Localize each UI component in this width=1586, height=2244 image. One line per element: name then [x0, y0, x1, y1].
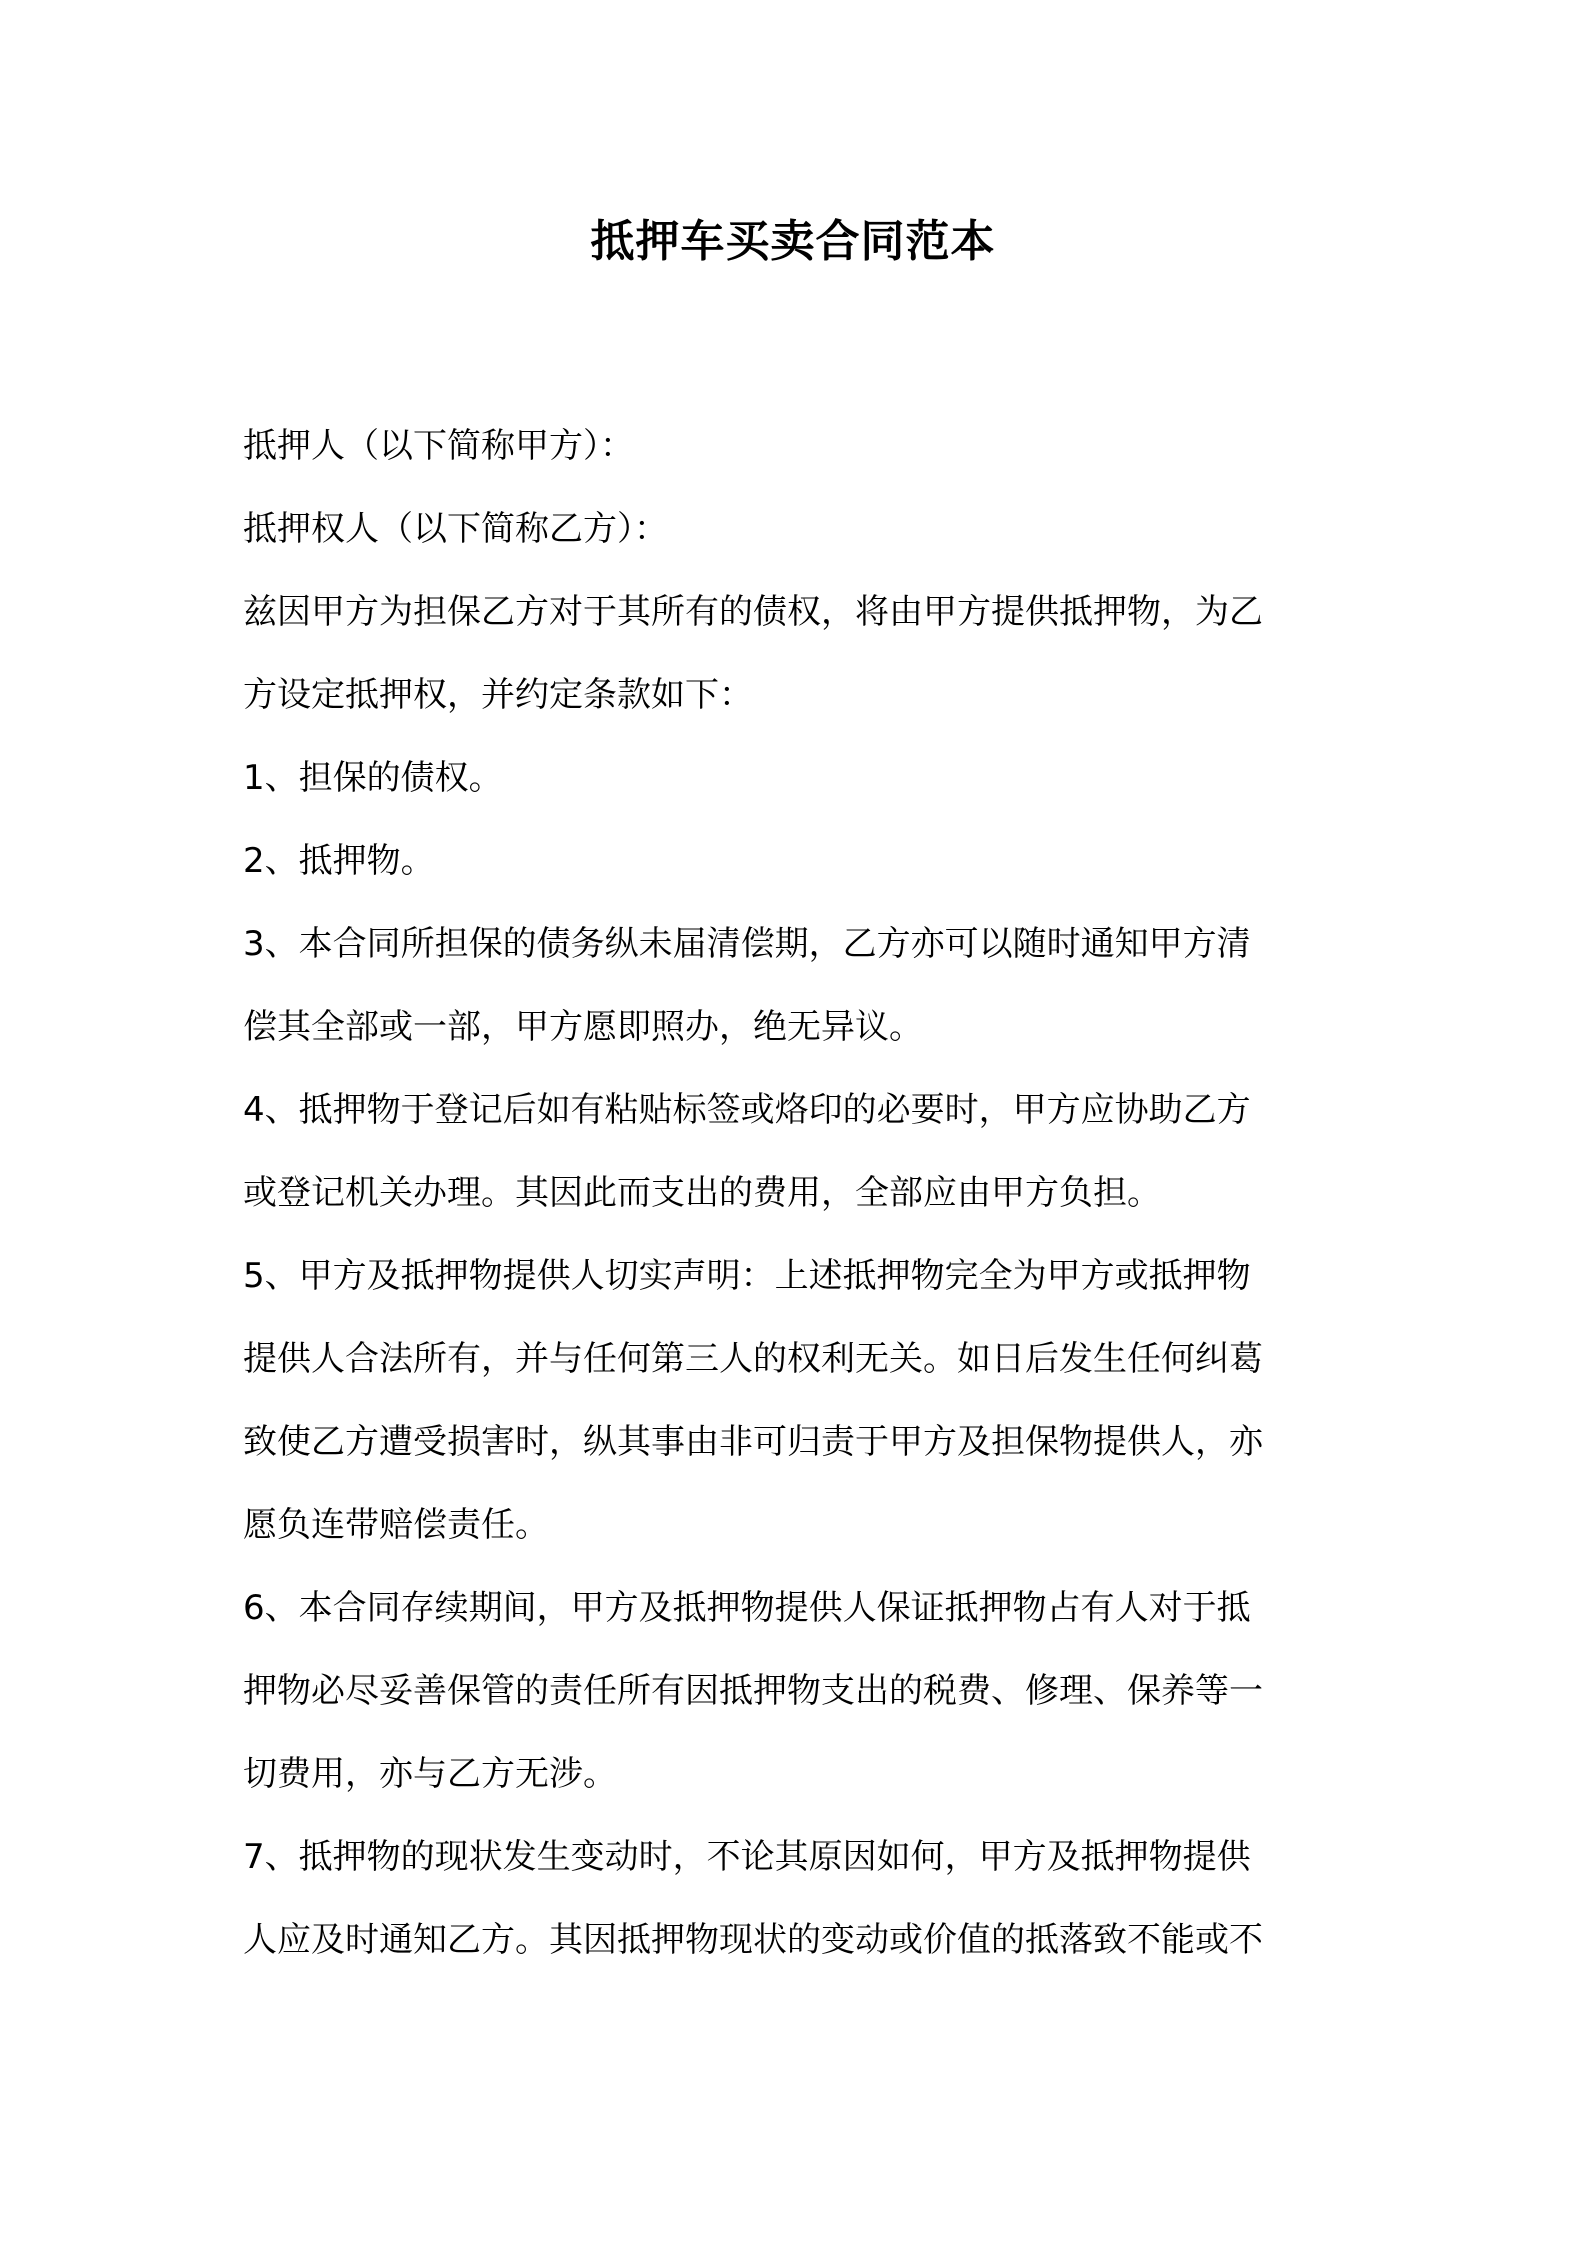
clause-1-line: 1、担保的债权。 [243, 758, 503, 798]
preamble-line: 兹因甲方为担保乙方对于其所有的债权，将由甲方提供抵押物，为乙 [243, 592, 1263, 632]
party-a-line: 抵押人（以下简称甲方）： [243, 426, 634, 466]
preamble-line: 方设定抵押权，并约定条款如下： [243, 675, 753, 715]
clause-6-line: 6、本合同存续期间，甲方及抵押物提供人保证抵押物占有人对于抵 [243, 1588, 1251, 1628]
clause-3-line: 偿其全部或一部，甲方愿即照办，绝无异议。 [243, 1007, 923, 1047]
clause-6-line: 切费用，亦与乙方无涉。 [243, 1754, 617, 1794]
clause-6-line: 押物必尽妥善保管的责任所有因抵押物支出的税费、修理、保养等一 [243, 1671, 1263, 1711]
clause-7-line: 人应及时通知乙方。其因抵押物现状的变动或价值的抵落致不能或不 [243, 1920, 1263, 1960]
clause-5-line: 致使乙方遭受损害时，纵其事由非可归责于甲方及担保物提供人，亦 [243, 1422, 1263, 1462]
clause-5-line: 5、甲方及抵押物提供人切实声明：上述抵押物完全为甲方或抵押物 [243, 1256, 1251, 1296]
clause-2-line: 2、抵押物。 [243, 841, 435, 881]
clause-4-line: 或登记机关办理。其因此而支出的费用，全部应由甲方负担。 [243, 1173, 1161, 1213]
clause-7-line: 7、抵押物的现状发生变动时，不论其原因如何，甲方及抵押物提供 [243, 1837, 1251, 1877]
document-body [243, 405, 1363, 1982]
party-b-line: 抵押权人（以下简称乙方）： [243, 509, 668, 549]
clause-4-line: 4、抵押物于登记后如有粘贴标签或烙印的必要时，甲方应协助乙方 [243, 1090, 1251, 1130]
clause-5-line: 愿负连带赔偿责任。 [243, 1505, 549, 1545]
clause-3-line: 3、本合同所担保的债务纵未届清偿期，乙方亦可以随时通知甲方清 [243, 924, 1251, 964]
document-title: 抵押车买卖合同范本 [590, 216, 996, 267]
clause-5-line: 提供人合法所有，并与任何第三人的权利无关。如日后发生任何纠葛 [243, 1339, 1263, 1379]
